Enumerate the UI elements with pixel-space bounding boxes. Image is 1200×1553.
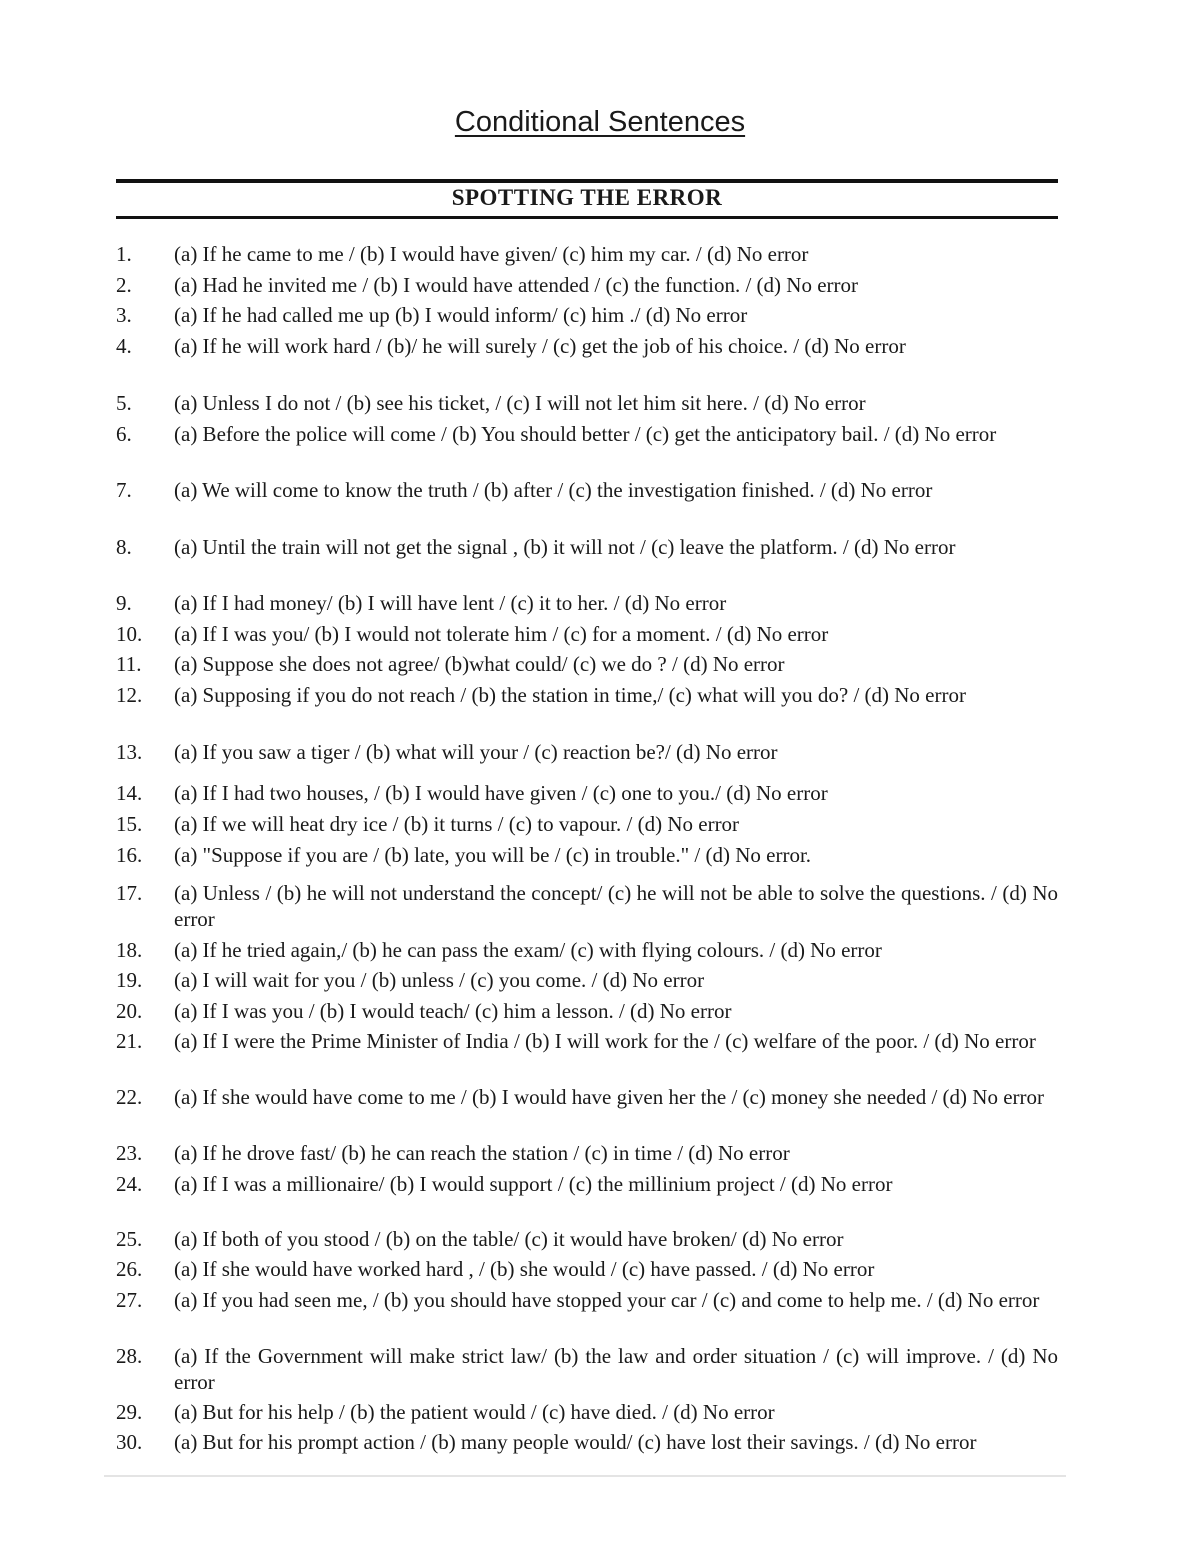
question-text: (a) If the Government will make strict law/ (b) the law and order situation / (c) will improve. / (d) No error (174, 1344, 1058, 1394)
question-text: (a) If we will heat dry ice / (b) it turns / (c) to vapour. / (d) No error (174, 812, 740, 836)
question-text: (a) Unless I do not / (b) see his ticket, / (c) I will not let him sit here. / (d) No error (174, 391, 866, 415)
question-item (116, 1084, 1058, 1110)
question-text: (a) If he will work hard / (b)/ he will surely / (c) get the job of his choice. / (d) No error (174, 334, 906, 358)
question-text: (a) If he came to me / (b) I would have given/ (c) him my car. / (d) No error (174, 242, 809, 266)
question-number: 8. (116, 535, 132, 559)
question-text: (a) Before the police will come / (b) You should better / (c) get the anticipatory bail. / (d) No error (174, 422, 997, 446)
question-text: (a) If I was you/ (b) I would not tolerate him / (c) for a moment. / (d) No error (174, 622, 829, 646)
question-text: (a) If he drove fast/ (b) he can reach the station / (c) in time / (d) No error (174, 1141, 790, 1165)
question-number: 18. (116, 938, 143, 962)
question-number: 5. (116, 391, 132, 415)
question-number: 25. (116, 1227, 143, 1251)
question-number: 24. (116, 1172, 143, 1196)
question-text: (a) If I was you / (b) I would teach/ (c) him a lesson. / (d) No error (174, 999, 732, 1023)
question-number: 2. (116, 273, 132, 297)
question-number: 3. (116, 303, 132, 327)
question-number: 29. (116, 1400, 143, 1424)
question-number: 30. (116, 1430, 143, 1454)
question-item (116, 1429, 1058, 1455)
question-text: (a) If I were the Prime Minister of India / (b) I will work for the / (c) welfare of the poor. / (d) No error (174, 1029, 1036, 1053)
question-item (116, 1028, 1058, 1054)
question-number: 6. (116, 422, 132, 446)
question-item (116, 937, 1058, 963)
question-item (116, 590, 1058, 616)
question-number: 1. (116, 242, 132, 266)
question-item (116, 272, 1058, 298)
question-item (116, 811, 1058, 837)
question-item (116, 621, 1058, 647)
question-text: (a) "Suppose if you are / (b) late, you will be / (c) in trouble." / (d) No error. (174, 843, 812, 867)
question-item (116, 739, 1058, 765)
question-text: (a) Had he invited me / (b) I would have attended / (c) the function. / (d) No error (174, 273, 858, 297)
question-number: 15. (116, 812, 143, 836)
question-text: (a) If I was a millionaire/ (b) I would support / (c) the millinium project / (d) No error (174, 1172, 893, 1196)
question-number: 26. (116, 1257, 143, 1281)
question-number: 12. (116, 683, 143, 707)
question-number: 13. (116, 740, 143, 764)
question-number: 22. (116, 1085, 143, 1109)
question-text: (a) But for his help / (b) the patient would / (c) have died. / (d) No error (174, 1400, 775, 1424)
page-title-text: Conditional Sentences (454, 106, 746, 138)
question-text: (a) If I had two houses, / (b) I would have given / (c) one to you./ (d) No error (174, 781, 828, 805)
question-item (116, 1399, 1058, 1425)
question-text: (a) Unless / (b) he will not understand the concept/ (c) he will not be able to solve the questions. / (d) No error (174, 881, 1058, 931)
question-text: (a) We will come to know the truth / (b) after / (c) the investigation finished. / (d) No error (174, 478, 933, 502)
question-text: (a) If he tried again,/ (b) he can pass the exam/ (c) with flying colours. / (d) No error (174, 938, 882, 962)
question-text: (a) If you saw a tiger / (b) what will your / (c) reaction be?/ (d) No error (174, 740, 778, 764)
section-heading: SPOTTING THE ERROR (451, 185, 723, 210)
question-item (116, 682, 1058, 708)
question-item (116, 421, 1058, 447)
question-text: (a) Suppose she does not agree/ (b)what could/ (c) we do ? / (d) No error (174, 652, 785, 676)
question-number: 10. (116, 622, 143, 646)
question-number: 17. (116, 881, 143, 905)
question-number: 16. (116, 843, 143, 867)
question-item (116, 1287, 1058, 1313)
question-item (116, 842, 1058, 868)
question-item (116, 998, 1058, 1024)
question-item (116, 780, 1058, 806)
question-number: 23. (116, 1141, 143, 1165)
question-number: 7. (116, 478, 132, 502)
question-text: (a) If you had seen me, / (b) you should have stopped your car / (c) and come to help me. / (d) No error (174, 1288, 1040, 1312)
question-number: 19. (116, 968, 143, 992)
question-number: 9. (116, 591, 132, 615)
question-item (116, 1343, 1058, 1395)
question-text: (a) If I had money/ (b) I will have lent / (c) it to her. / (d) No error (174, 591, 727, 615)
question-item (116, 534, 1058, 560)
question-number: 14. (116, 781, 143, 805)
question-text: (a) Until the train will not get the signal , (b) it will not / (c) leave the platform. / (d) No error (174, 535, 956, 559)
question-item (116, 1256, 1058, 1282)
question-text: (a) If he had called me up (b) I would inform/ (c) him ./ (d) No error (174, 303, 748, 327)
question-text: (a) Supposing if you do not reach / (b) the station in time,/ (c) what will you do? / (d) No error (174, 683, 966, 707)
question-number: 20. (116, 999, 143, 1023)
question-text: (a) I will wait for you / (b) unless / (c) you come. / (d) No error (174, 968, 705, 992)
question-item (116, 302, 1058, 328)
question-number: 28. (116, 1344, 143, 1368)
question-item (116, 1140, 1058, 1166)
question-item (116, 880, 1058, 932)
question-item (116, 390, 1058, 416)
question-item (116, 477, 1058, 503)
question-item (116, 1226, 1058, 1252)
question-item (116, 967, 1058, 993)
question-item (116, 333, 1058, 359)
question-item (116, 1171, 1058, 1197)
question-item (116, 651, 1058, 677)
question-item (116, 241, 1058, 267)
question-number: 21. (116, 1029, 143, 1053)
footer-divider (104, 1475, 1066, 1477)
question-text: (a) But for his prompt action / (b) many people would/ (c) have lost their savings. / (d) No error (174, 1430, 977, 1454)
question-text: (a) If both of you stood / (b) on the table/ (c) it would have broken/ (d) No error (174, 1227, 844, 1251)
question-number: 4. (116, 334, 132, 358)
question-text: (a) If she would have come to me / (b) I would have given her the / (c) money she needed / (d) No error (174, 1085, 1045, 1109)
question-text: (a) If she would have worked hard , / (b) she would / (c) have passed. / (d) No error (174, 1257, 875, 1281)
question-number: 27. (116, 1288, 143, 1312)
question-number: 11. (116, 652, 142, 676)
